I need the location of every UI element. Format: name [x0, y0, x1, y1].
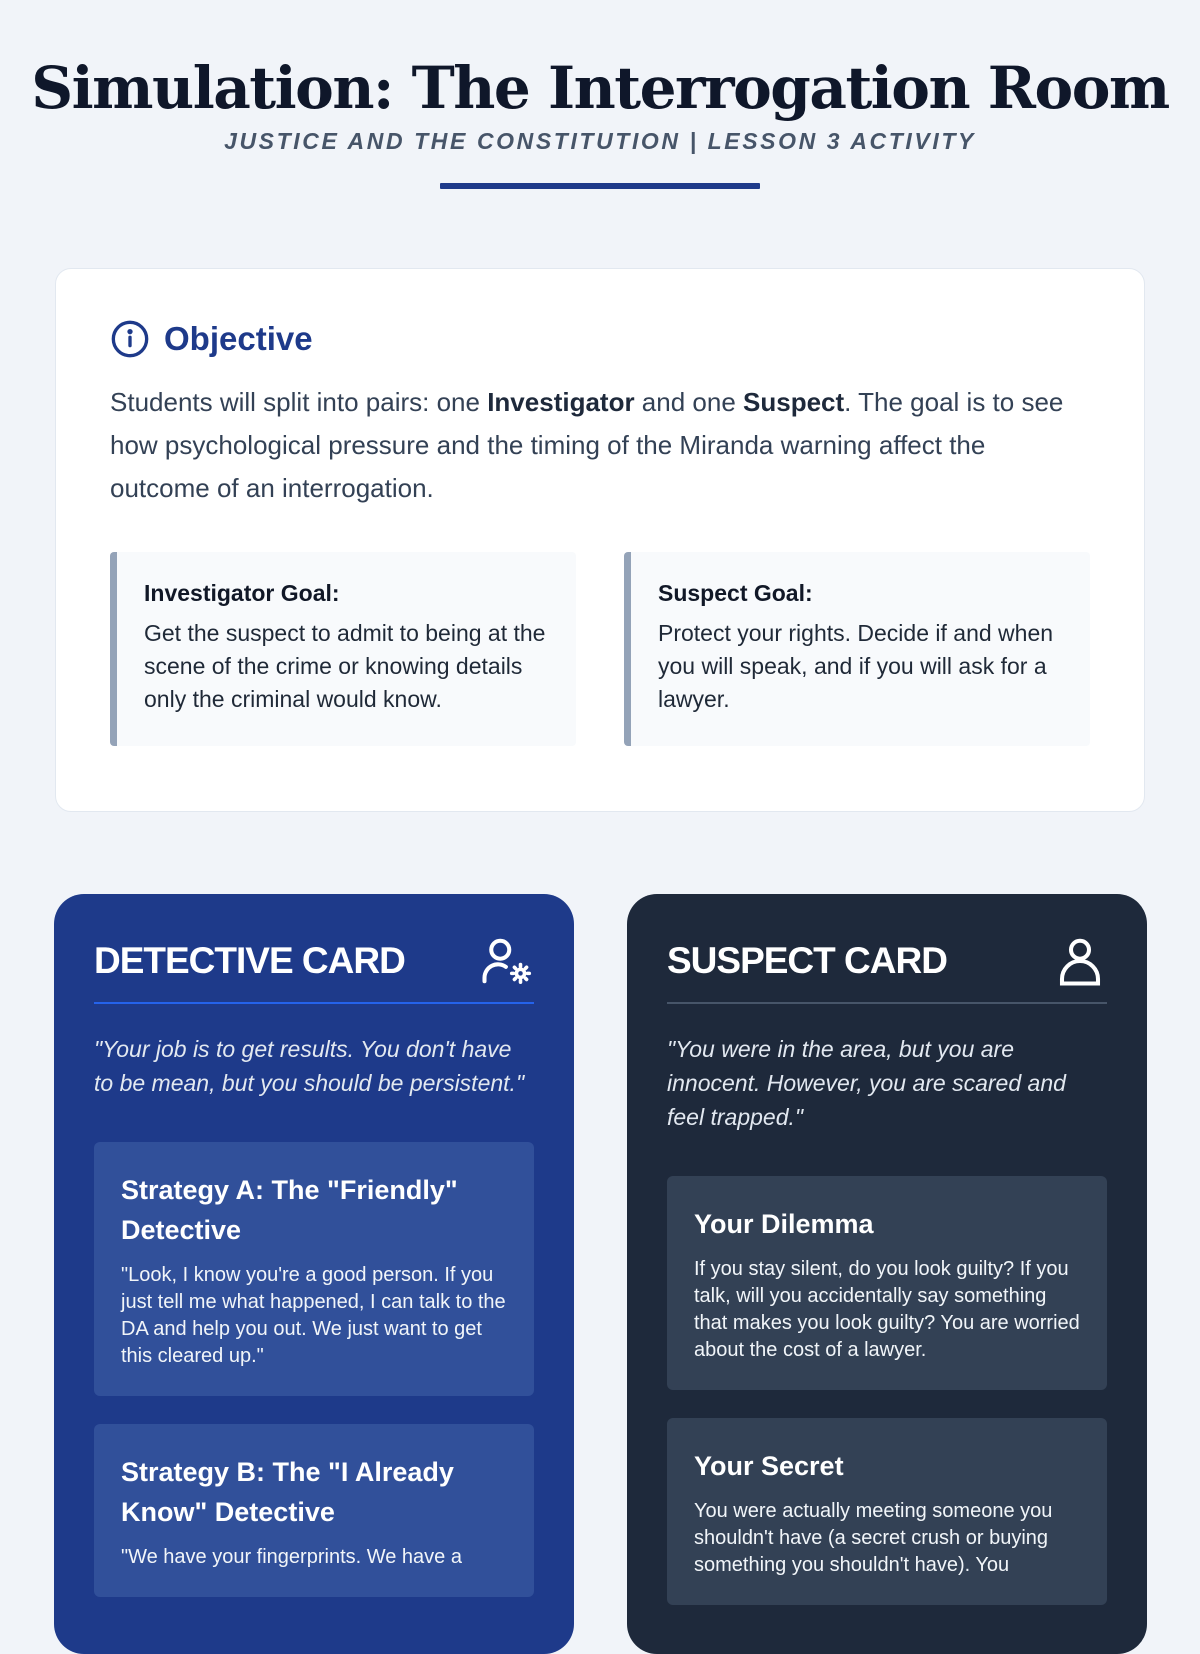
section-title: Your Dilemma: [694, 1209, 874, 1239]
section-text: If you stay silent, do you look guilty? If you talk, will you accidentally say something that makes you look guilty? You are worried about the cost of a lawyer.: [694, 1258, 1080, 1361]
secret-box: [667, 1418, 1107, 1605]
suspect-role: Suspect: [743, 387, 845, 417]
card-title: DETECTIVE CARD: [94, 940, 405, 981]
suspect-card: [627, 894, 1147, 1654]
investigator-role: Investigator: [487, 387, 635, 417]
strategy-title: Strategy A: The "Friendly" Detective: [121, 1175, 458, 1245]
strategy-title: Strategy B: The "I Already Know" Detective: [121, 1457, 454, 1527]
goals-row: [110, 552, 1090, 746]
objective-panel: [55, 268, 1145, 812]
dilemma-box: [667, 1176, 1107, 1390]
goal-title: Investigator Goal:: [144, 580, 340, 606]
objective-text-part: . The goal is to see how psychological pressure and the timing of the Miranda warning affect the outcome of an interrogation.: [110, 387, 1064, 503]
goal-text: Get the suspect to admit to being at the scene of the crime or knowing details only the criminal would know.: [144, 620, 546, 712]
strategy-a-box: [94, 1142, 534, 1396]
suspect-goal: [624, 552, 1090, 746]
investigator-goal: [110, 552, 576, 746]
objective-text-part: Students will split into pairs: one: [110, 387, 488, 417]
title-divider: [440, 183, 760, 189]
page-title: Simulation: The Interrogation Room: [31, 54, 1169, 122]
objective-header: [110, 319, 1090, 359]
goal-title: Suspect Goal:: [658, 580, 813, 606]
page-header: [0, 0, 1200, 189]
section-title: Your Secret: [694, 1451, 844, 1481]
card-quote: "You were in the area, but you are innocent. However, you are scared and feel trapped.": [667, 1036, 1066, 1130]
user-gear-icon: [480, 934, 534, 988]
page-subtitle: JUSTICE AND THE CONSTITUTION | LESSON 3 ACTIVITY: [224, 128, 976, 154]
card-title: SUSPECT CARD: [667, 940, 947, 981]
strategy-b-box: [94, 1424, 534, 1597]
info-icon: [110, 319, 150, 359]
detective-card: [54, 894, 574, 1654]
card-header: [667, 934, 1107, 1004]
goal-text: Protect your rights. Decide if and when you will speak, and if you will ask for a lawyer.: [658, 620, 1054, 712]
objective-text: [110, 381, 1090, 510]
strategy-text: "We have your fingerprints. We have a: [121, 1546, 462, 1568]
objective-title: Objective: [164, 320, 313, 357]
strategy-text: "Look, I know you're a good person. If you just tell me what happened, I can talk to the DA and help you out. We just want to get this cleared up.": [121, 1264, 506, 1367]
card-header: [94, 934, 534, 1004]
section-text: You were actually meeting someone you shouldn't have (a secret crush or buying something you shouldn't have). You: [694, 1500, 1053, 1576]
objective-text-part: and one: [634, 387, 744, 417]
user-icon: [1053, 934, 1107, 988]
card-quote: "Your job is to get results. You don't have to be mean, but you should be persistent.": [94, 1036, 525, 1096]
